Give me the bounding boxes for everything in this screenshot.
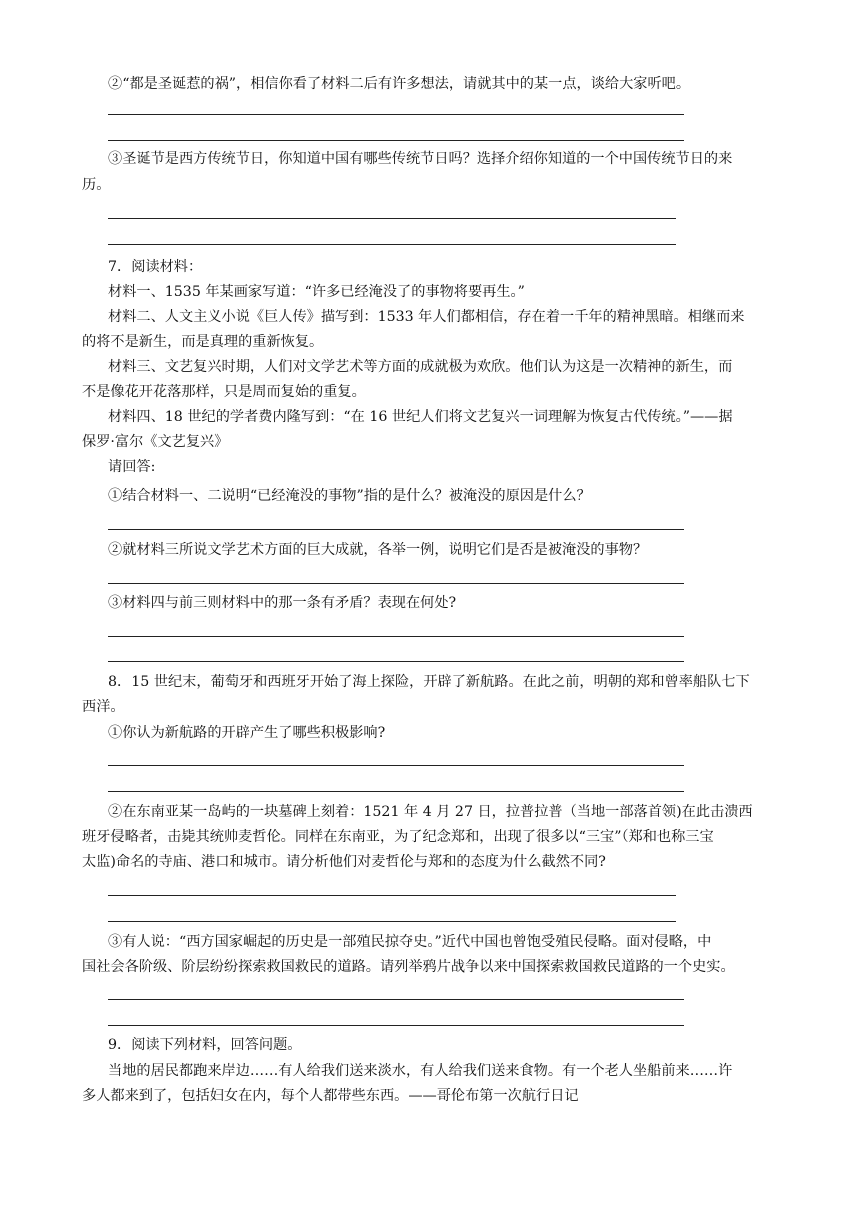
- q7-sub3: ③材料四与前三则材料中的那一条有矛盾？表现在何处?: [108, 595, 457, 611]
- q9-material-line1: 当地的居民都跑来岸边……有人给我们送来淡水，有人给我们送来食物。有一个老人坐船前来……许: [108, 1063, 733, 1079]
- q7-sub2: ②就材料三所说文学艺术方面的巨大成就，各举一例，说明它们是否是被淹没的事物？: [108, 542, 648, 558]
- q7-material-3-line1: 材料三、文艺复兴时期，人们对文学艺术等方面的成就极为欢欣。他们认为这是一次精神的新生，而: [108, 359, 733, 375]
- answer-line[interactable]: [108, 583, 684, 584]
- answer-line[interactable]: [108, 114, 684, 115]
- q6-sub3-line2: 历。: [82, 177, 111, 193]
- q8-sub3-line2: 国社会各阶级、阶层纷纷探索救国救民的道路。请列举鸦片战争以来中国探索救国救民道路的一个史实。: [82, 959, 735, 975]
- q7-sub1: ①结合材料一、二说明“已经淹没的事物”指的是什么？被淹没的原因是什么？: [108, 488, 591, 504]
- q9-title: 9．阅读下列材料，回答问题。: [108, 1037, 302, 1053]
- answer-line[interactable]: [108, 1025, 684, 1026]
- q8-sub2-line2: 班牙侵略者，击毙其统帅麦哲伦。同样在东南亚，为了纪念郑和，出现了很多以“三宝”（郑和也称三宝: [82, 829, 714, 845]
- q8-sub1: ①你认为新航路的开辟产生了哪些积极影响?: [108, 725, 386, 741]
- q6-sub2: ②“都是圣诞惹的祸”，相信你看了材料二后有许多想法，请就其中的某一点，谈给大家听吧。: [108, 76, 691, 92]
- answer-line[interactable]: [108, 529, 684, 530]
- answer-line[interactable]: [108, 244, 676, 245]
- answer-line[interactable]: [108, 140, 684, 141]
- q8-sub2-line3: 太监)命名的寺庙、港口和城市。请分析他们对麦哲伦与郑和的态度为什么截然不同?: [82, 854, 606, 870]
- q7-material-4-line2: 保罗·富尔《文艺复兴》: [82, 434, 229, 450]
- q7-material-3-line2: 不是像花开花落那样，只是周而复始的重复。: [82, 384, 366, 400]
- q8-sub3-line1: ③有人说：“西方国家崛起的历史是一部殖民掠夺史。”近代中国也曾饱受殖民侵略。面对侵略，中: [108, 934, 712, 950]
- answer-line[interactable]: [108, 636, 684, 637]
- q7-material-2-line2: 的将不是新生，而是真理的重新恢复。: [82, 334, 324, 350]
- answer-line[interactable]: [108, 765, 684, 766]
- q8-title-line2: 西洋。: [82, 699, 125, 715]
- q7-material-1: 材料一、1535 年某画家写道：“许多已经淹没了的事物将要再生。”: [108, 284, 525, 300]
- q9-material-line2: 多人都来到了，包括妇女在内，每个人都带些东西。——哥伦布第一次航行日记: [82, 1088, 579, 1104]
- q8-title-line1: 8．15 世纪末，葡萄牙和西班牙开始了海上探险，开辟了新航路。在此之前，明朝的郑和曾率船队七下: [108, 674, 750, 690]
- q6-sub3-line1: ③圣诞节是西方传统节日，你知道中国有哪些传统节日吗？选择介绍你知道的一个中国传统节日的来: [108, 151, 733, 167]
- q7-material-4-line1: 材料四、18 世纪的学者费内隆写到：“在 16 世纪人们将文艺复兴一词理解为恢复古代传统。”——据: [108, 409, 733, 425]
- q7-material-2-line1: 材料二、人文主义小说《巨人传》描写到：1533 年人们都相信，存在着一千年的精神黑暗。相继而来: [108, 309, 745, 325]
- q8-sub2-line1: ②在东南亚某一岛屿的一块墓碑上刻着：1521 年 4 月 27 日，拉普拉普（当地一部落首领)在此击溃西: [108, 804, 753, 820]
- answer-line[interactable]: [108, 999, 684, 1000]
- answer-line[interactable]: [108, 791, 684, 792]
- q7-title: 7．阅读材料：: [108, 259, 203, 275]
- answer-line[interactable]: [108, 661, 684, 662]
- answer-line[interactable]: [108, 895, 676, 896]
- answer-line[interactable]: [108, 921, 676, 922]
- q7-ask: 请回答:: [108, 459, 156, 475]
- answer-line[interactable]: [108, 218, 676, 219]
